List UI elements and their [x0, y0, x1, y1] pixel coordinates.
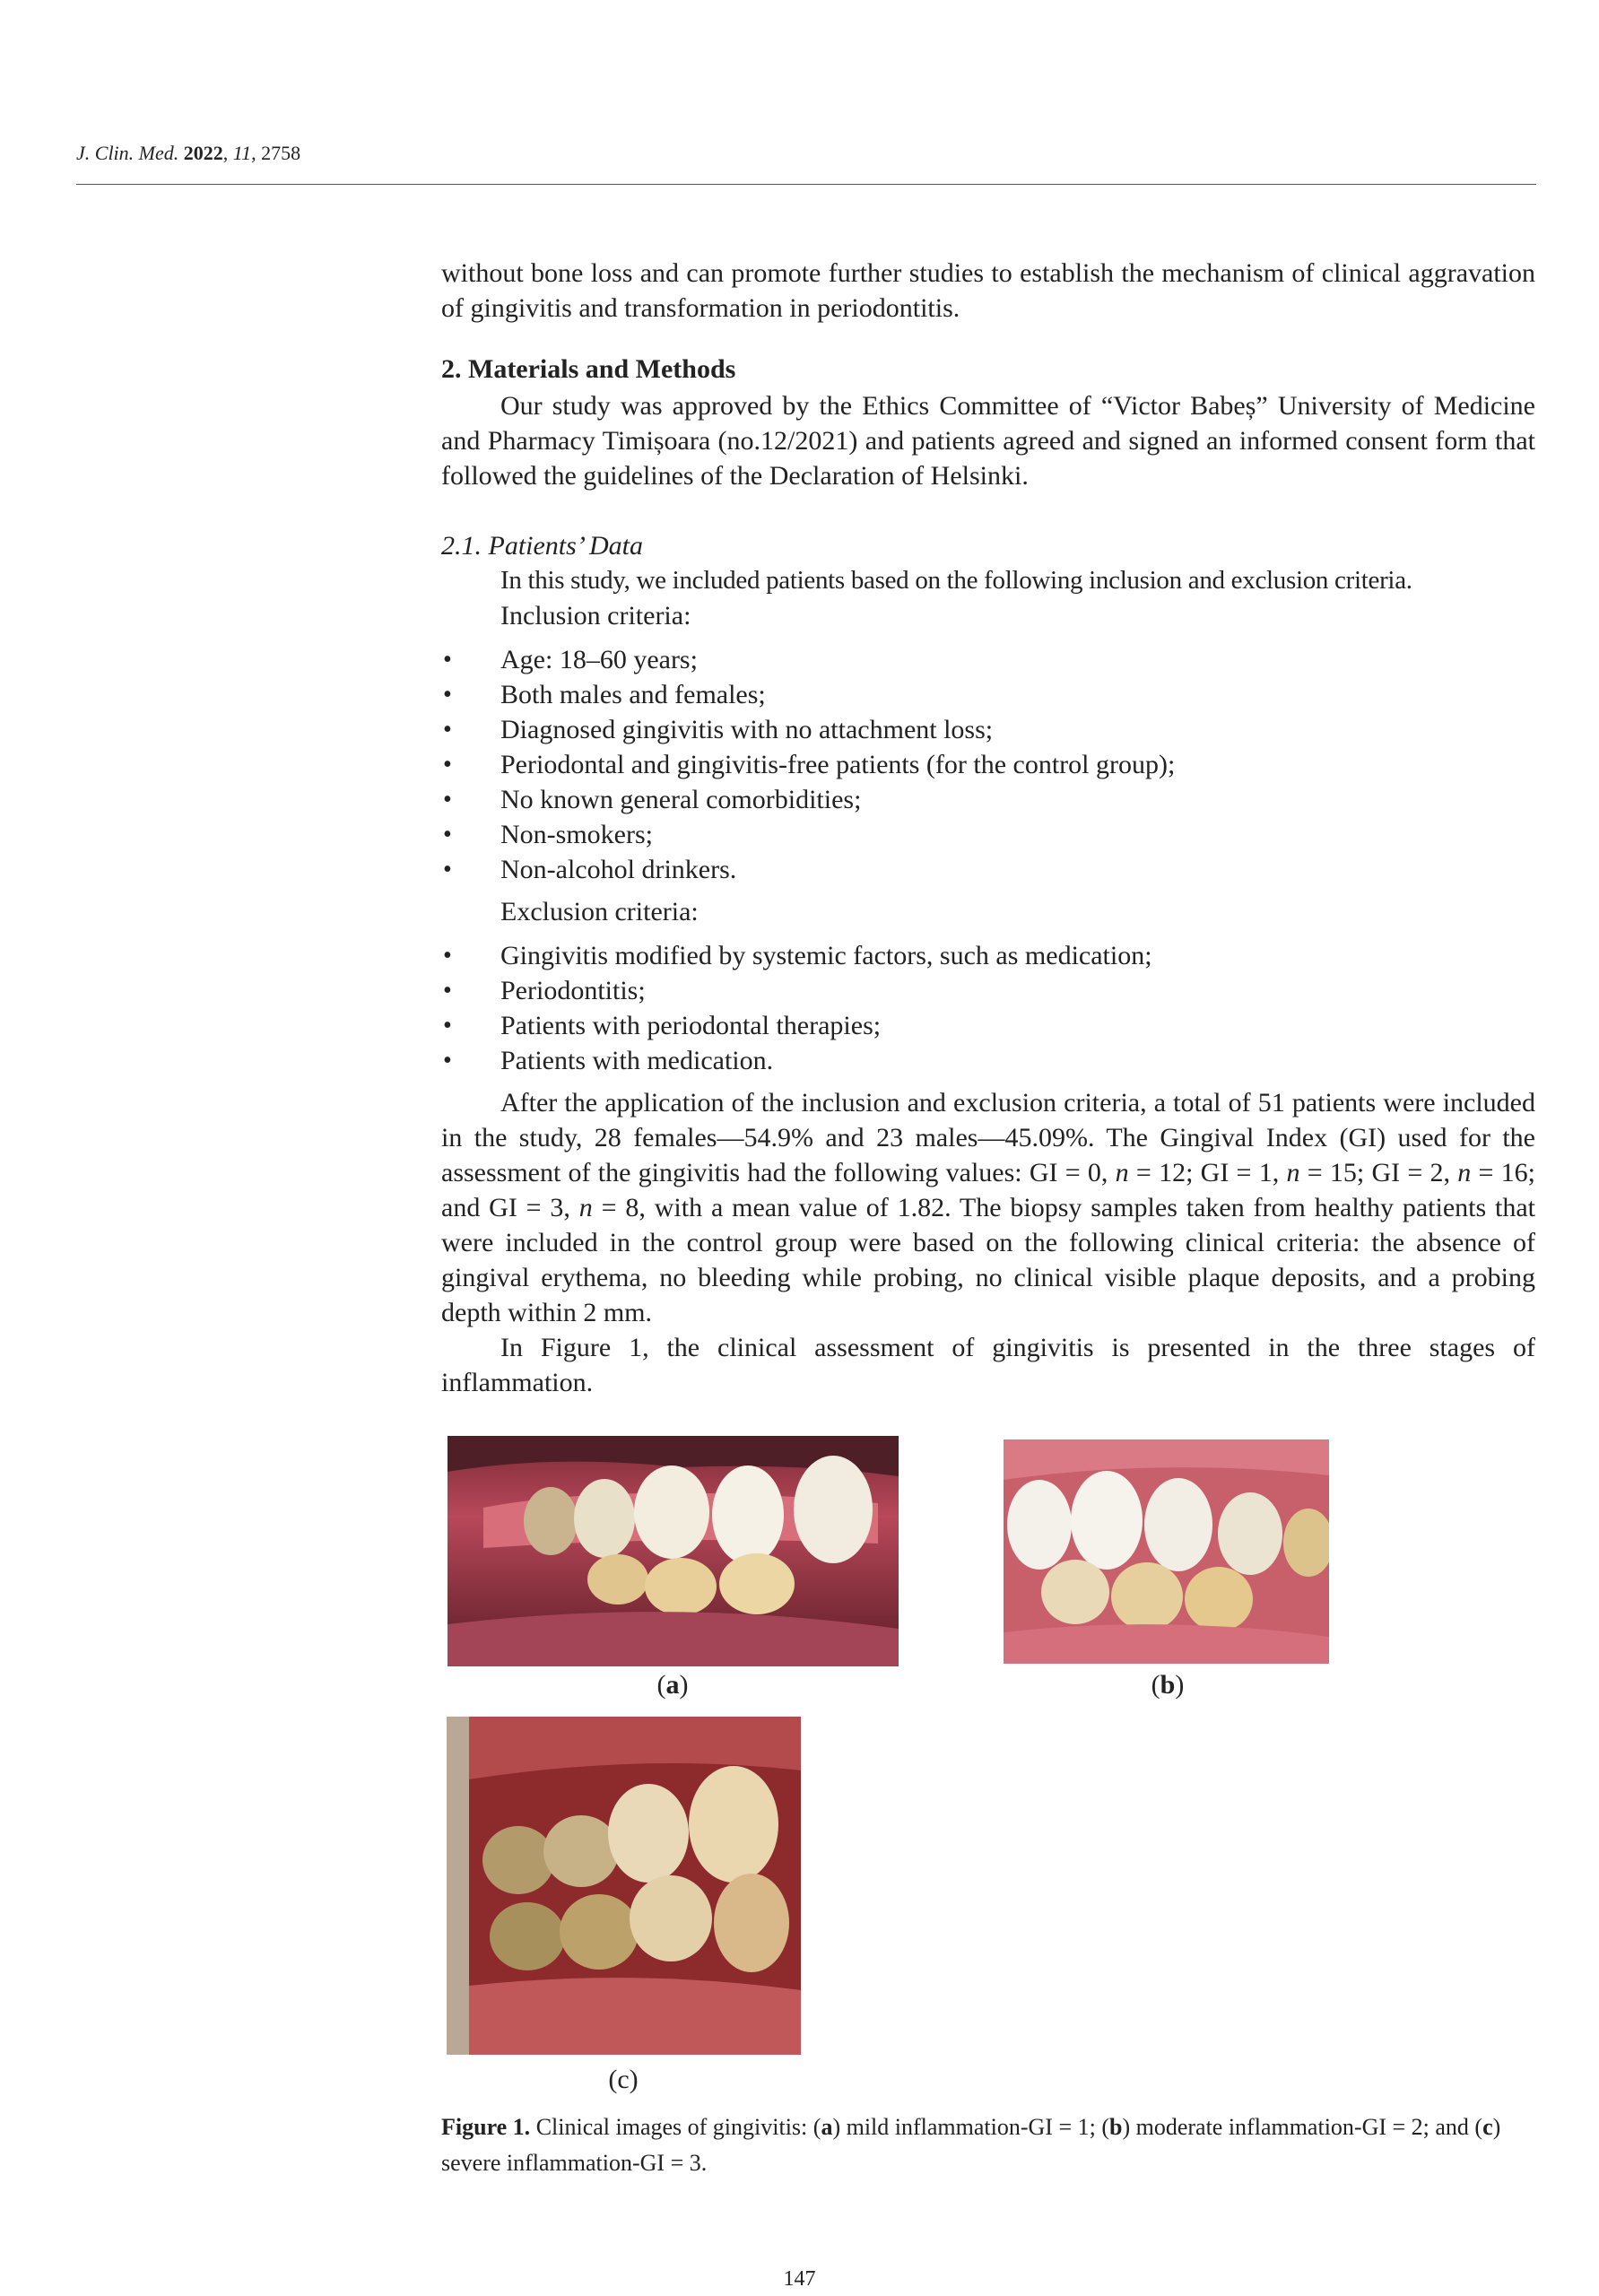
figure-caption: Figure 1. Clinical images of gingivitis: (a) mild inflammation-GI = 1; (b) moderate inflammation-GI = 2; and (c) severe inflammation-GI = 3. [441, 2114, 1501, 2176]
subfigure-label-a: (a) [656, 1670, 689, 1700]
intro-text: without bone loss and can promote further studies to establish the mechanism of clinical aggravation of gingivitis and transformation in periodontitis. [441, 258, 1535, 323]
journal-year: 2022 [183, 142, 223, 164]
list-item: • Periodontitis; [441, 973, 1535, 1008]
section-2-1 [441, 528, 1535, 1400]
inclusion-label: Inclusion criteria: [500, 601, 691, 631]
list-item: • Non-smokers; [441, 817, 1535, 852]
article-number: 2758 [261, 142, 301, 164]
subsection-heading: 2.1. Patients’ Data [441, 531, 643, 561]
patients-paragraph: After the application of the inclusion and exclusion criteria, a total of 51 patients were included in the study, 28 females—54.9% and 23 males—45.09%. The Gingival Index (GI) used for the assessment of the gingivitis had the following values: GI = 0, n = 12; GI = 1, n = 15; GI = 2, n = 16; and GI = 3, n = 8, with a mean value of 1.82. The biopsy samples taken from healthy patients that were included in the control group were based on the following clinical criteria: the absence of gingival erythema, no bleeding while probing, no clinical visible plaque deposits, and a probing depth within 2 mm. [441, 1088, 1536, 1327]
list-item: • Patients with medication. [441, 1043, 1535, 1078]
exclusion-list [441, 938, 1535, 1078]
intro-paragraph-tail [441, 256, 1535, 326]
list-item: • Periodontal and gingivitis-free patients (for the control group); [441, 747, 1535, 782]
header-rule [76, 184, 1536, 185]
page-number: 147 [783, 2267, 816, 2291]
list-item: • Age: 18–60 years; [441, 642, 1535, 677]
subfigure-label-b: (b) [1151, 1670, 1185, 1700]
clinical-image-b [1004, 1439, 1329, 1664]
list-item: • No known general comorbidities; [441, 782, 1535, 817]
list-item: • Both males and females; [441, 677, 1535, 712]
figure-reference-paragraph: In Figure 1, the clinical assessment of gingivitis is presented in the three stages of inflammation. [441, 1333, 1535, 1397]
list-item: • Non-alcohol drinkers. [441, 852, 1535, 887]
clinical-image-c [447, 1717, 801, 2055]
exclusion-label: Exclusion criteria: [500, 897, 699, 926]
running-header: J. Clin. Med. 2022, 11, 2758 [76, 142, 301, 164]
section-heading: 2. Materials and Methods [441, 354, 736, 384]
subfigure-label-c: (c) [608, 2065, 639, 2094]
list-item: • Diagnosed gingivitis with no attachment loss; [441, 712, 1535, 747]
list-item: • Patients with periodontal therapies; [441, 1008, 1535, 1043]
clinical-image-a [448, 1436, 899, 1666]
section-2 [441, 352, 1535, 493]
ethics-paragraph: Our study was approved by the Ethics Committee of “Victor Babeș” University of Medicine and Pharmacy Timișoara (no.12/2021) and patients agreed and signed an informed consent form that followed the guidelines of the Declaration of Helsinki. [441, 391, 1535, 491]
list-item: • Gingivitis modified by systemic factors, such as medication; [441, 938, 1535, 973]
journal-name: J. Clin. Med. [76, 142, 179, 164]
inclusion-list [441, 642, 1535, 887]
journal-volume: 11 [232, 142, 252, 164]
criteria-intro: In this study, we included patients based on the following inclusion and exclusion criteria. [500, 566, 1412, 595]
